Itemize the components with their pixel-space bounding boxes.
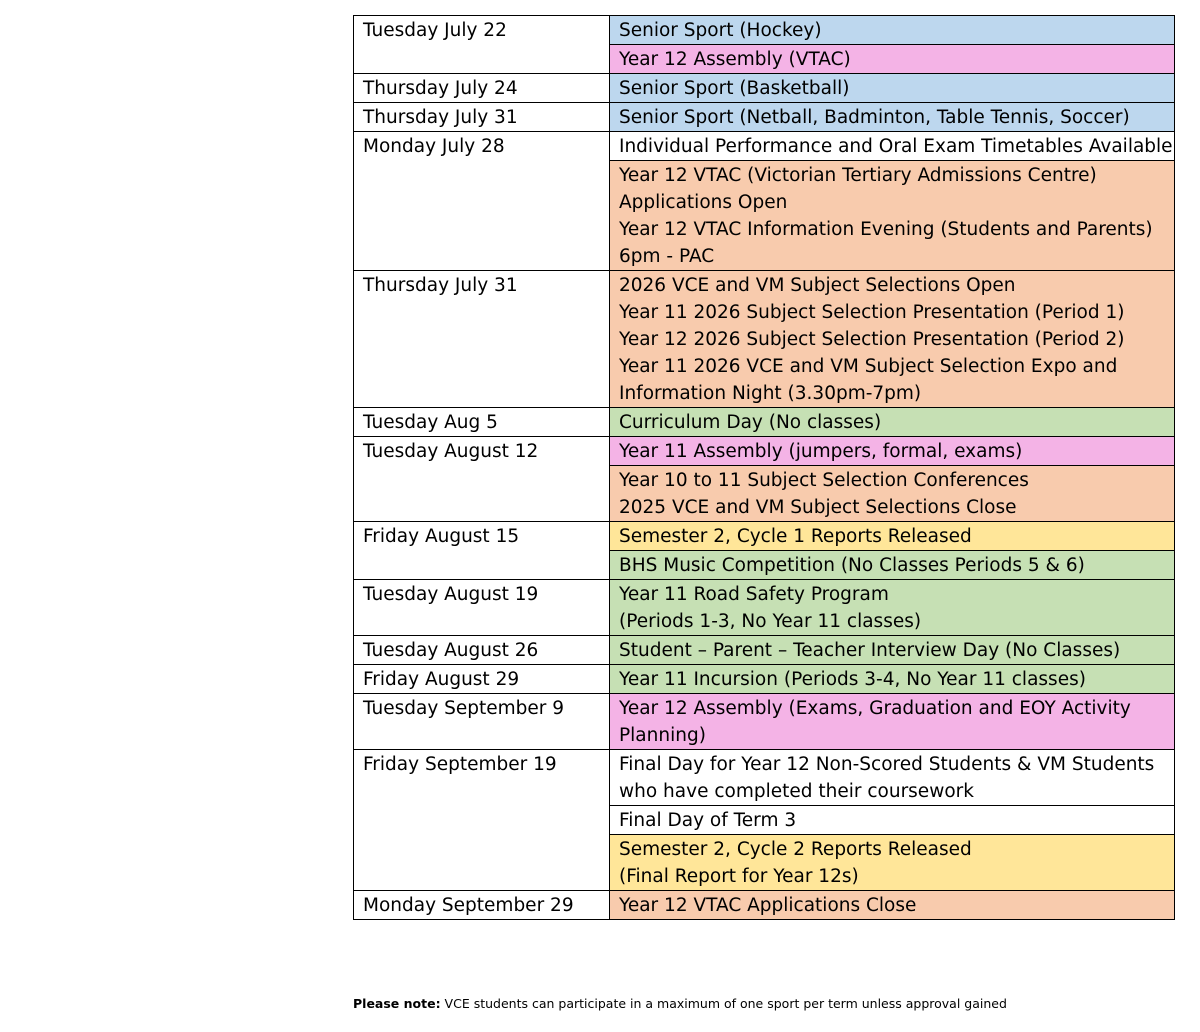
term-calendar-table	[353, 15, 1175, 920]
event-line: Year 11 2026 Subject Selection Presentation (Period 1)	[619, 302, 1125, 323]
event-line: Year 12 VTAC (Victorian Tertiary Admissions Centre)	[619, 165, 1097, 186]
table-row	[354, 271, 1175, 408]
event-cell	[610, 103, 1175, 132]
event-line: BHS Music Competition (No Classes Periods 5 & 6)	[619, 555, 1085, 576]
date-cell: Friday September 19	[354, 750, 610, 891]
event-line: Year 11 Road Safety Program	[619, 584, 889, 605]
event-line: Year 11 Assembly (jumpers, formal, exams)	[619, 441, 1023, 462]
event-cell	[610, 750, 1175, 806]
event-cell	[610, 74, 1175, 103]
table-row	[354, 437, 1175, 466]
event-cell	[610, 636, 1175, 665]
table-row	[354, 665, 1175, 694]
event-cell	[610, 132, 1175, 161]
event-cell	[610, 408, 1175, 437]
event-line: Senior Sport (Basketball)	[619, 78, 850, 99]
event-cell	[610, 580, 1175, 636]
date-cell: Tuesday September 9	[354, 694, 610, 750]
event-cell	[610, 522, 1175, 551]
event-line: Year 11 2026 VCE and VM Subject Selection Expo and	[619, 356, 1118, 377]
table-row	[354, 16, 1175, 45]
event-cell	[610, 551, 1175, 580]
table-row	[354, 74, 1175, 103]
event-line: Information Night (3.30pm-7pm)	[619, 383, 922, 404]
table-row	[354, 636, 1175, 665]
date-cell: Monday July 28	[354, 132, 610, 271]
date-cell: Tuesday August 19	[354, 580, 610, 636]
date-cell: Monday September 29	[354, 891, 610, 920]
event-cell	[610, 694, 1175, 750]
date-cell: Thursday July 31	[354, 103, 610, 132]
event-cell	[610, 806, 1175, 835]
event-line: who have completed their coursework	[619, 781, 974, 802]
event-cell	[610, 665, 1175, 694]
event-cell	[610, 271, 1175, 408]
event-cell	[610, 437, 1175, 466]
date-cell: Tuesday Aug 5	[354, 408, 610, 437]
event-cell	[610, 161, 1175, 271]
event-cell	[610, 466, 1175, 522]
date-cell: Tuesday July 22	[354, 16, 610, 74]
event-line: Semester 2, Cycle 1 Reports Released	[619, 526, 972, 547]
footnote	[353, 996, 1007, 1011]
table-row	[354, 750, 1175, 806]
event-line: Final Day of Term 3	[619, 810, 797, 831]
event-line: Student – Parent – Teacher Interview Day (No Classes)	[619, 640, 1121, 661]
event-line: Individual Performance and Oral Exam Timetables Available	[619, 136, 1173, 157]
event-line: Final Day for Year 12 Non-Scored Students & VM Students	[619, 754, 1155, 775]
date-cell: Friday August 15	[354, 522, 610, 580]
event-cell	[610, 16, 1175, 45]
event-line: Senior Sport (Hockey)	[619, 20, 822, 41]
date-cell: Friday August 29	[354, 665, 610, 694]
date-cell: Tuesday August 12	[354, 437, 610, 522]
event-line: Planning)	[619, 725, 706, 746]
table-row	[354, 694, 1175, 750]
event-line: Year 12 Assembly (VTAC)	[619, 49, 851, 70]
event-line: 6pm - PAC	[619, 246, 715, 267]
event-cell	[610, 891, 1175, 920]
date-cell: Tuesday August 26	[354, 636, 610, 665]
event-line: Applications Open	[619, 192, 788, 213]
event-line: Year 12 2026 Subject Selection Presentation (Period 2)	[619, 329, 1125, 350]
footnote-label: Please note:	[353, 996, 441, 1011]
table-row	[354, 408, 1175, 437]
table-row	[354, 103, 1175, 132]
event-cell	[610, 45, 1175, 74]
table-row	[354, 580, 1175, 636]
table-row	[354, 891, 1175, 920]
event-line: Semester 2, Cycle 2 Reports Released	[619, 839, 972, 860]
event-cell	[610, 835, 1175, 891]
event-line: 2026 VCE and VM Subject Selections Open	[619, 275, 1016, 296]
event-line: Year 10 to 11 Subject Selection Conferences	[619, 470, 1029, 491]
event-line: Year 12 Assembly (Exams, Graduation and EOY Activity	[619, 698, 1131, 719]
table-row	[354, 522, 1175, 551]
event-line: Senior Sport (Netball, Badminton, Table Tennis, Soccer)	[619, 107, 1130, 128]
event-line: Curriculum Day (No classes)	[619, 412, 882, 433]
event-line: Year 12 VTAC Applications Close	[619, 895, 917, 916]
footnote-text: VCE students can participate in a maximum of one sport per term unless approval gained	[440, 996, 1007, 1011]
event-line: Year 12 VTAC Information Evening (Students and Parents)	[619, 219, 1153, 240]
date-cell: Thursday July 24	[354, 74, 610, 103]
date-cell: Thursday July 31	[354, 271, 610, 408]
event-line: 2025 VCE and VM Subject Selections Close	[619, 497, 1017, 518]
term-calendar-body	[354, 16, 1175, 920]
table-row	[354, 132, 1175, 161]
event-line: Year 11 Incursion (Periods 3-4, No Year 11 classes)	[619, 669, 1086, 690]
event-line: (Periods 1-3, No Year 11 classes)	[619, 611, 922, 632]
event-line: (Final Report for Year 12s)	[619, 866, 859, 887]
